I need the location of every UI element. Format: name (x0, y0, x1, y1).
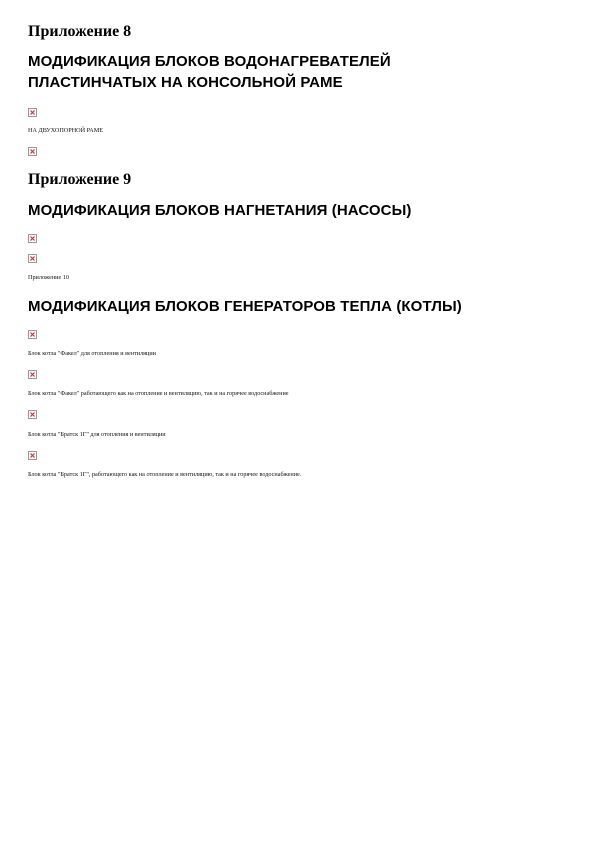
broken-image-icon (28, 330, 37, 339)
appendix-8-caption: НА ДВУХОПОРНОЙ РАМЕ (28, 127, 104, 134)
appendix-9-title: МОДИФИКАЦИЯ БЛОКОВ НАГНЕТАНИЯ (НАСОСЫ) (28, 202, 412, 219)
broken-image-icon (28, 254, 37, 263)
broken-image-icon (28, 370, 37, 379)
broken-image-icon (28, 234, 37, 243)
appendix-8-title-line-1: МОДИФИКАЦИЯ БЛОКОВ ВОДОНАГРЕВАТЕЛЕЙ (28, 53, 391, 70)
appendix-10-caption-2: Блок котла "Факел" работающего как на отопление и вентиляцию, так и на горячее водоснабжение (28, 390, 289, 397)
broken-image-icon (28, 410, 37, 419)
broken-image-icon (28, 451, 37, 460)
appendix-10-caption-1: Блок котла "Факел" для отопления и вентиляции (28, 350, 156, 357)
appendix-10-title: МОДИФИКАЦИЯ БЛОКОВ ГЕНЕРАТОРОВ ТЕПЛА (КОТЛЫ) (28, 298, 462, 315)
appendix-10-heading: Приложение 10 (28, 274, 69, 281)
appendix-8-heading: Приложение 8 (28, 23, 132, 40)
broken-image-icon (28, 108, 37, 117)
broken-image-icon (28, 147, 37, 156)
appendix-8-title-line-2: ПЛАСТИНЧАТЫХ НА КОНСОЛЬНОЙ РАМЕ (28, 74, 343, 91)
appendix-9-heading: Приложение 9 (28, 171, 132, 188)
appendix-10-caption-4: Блок котла "Братск 1Г", работающего как на отопление и вентиляцию, так и на горячее водоснабжение. (28, 471, 302, 478)
appendix-10-caption-3: Блок котла "Братск 1Г" для отопления и вентиляции (28, 431, 166, 438)
